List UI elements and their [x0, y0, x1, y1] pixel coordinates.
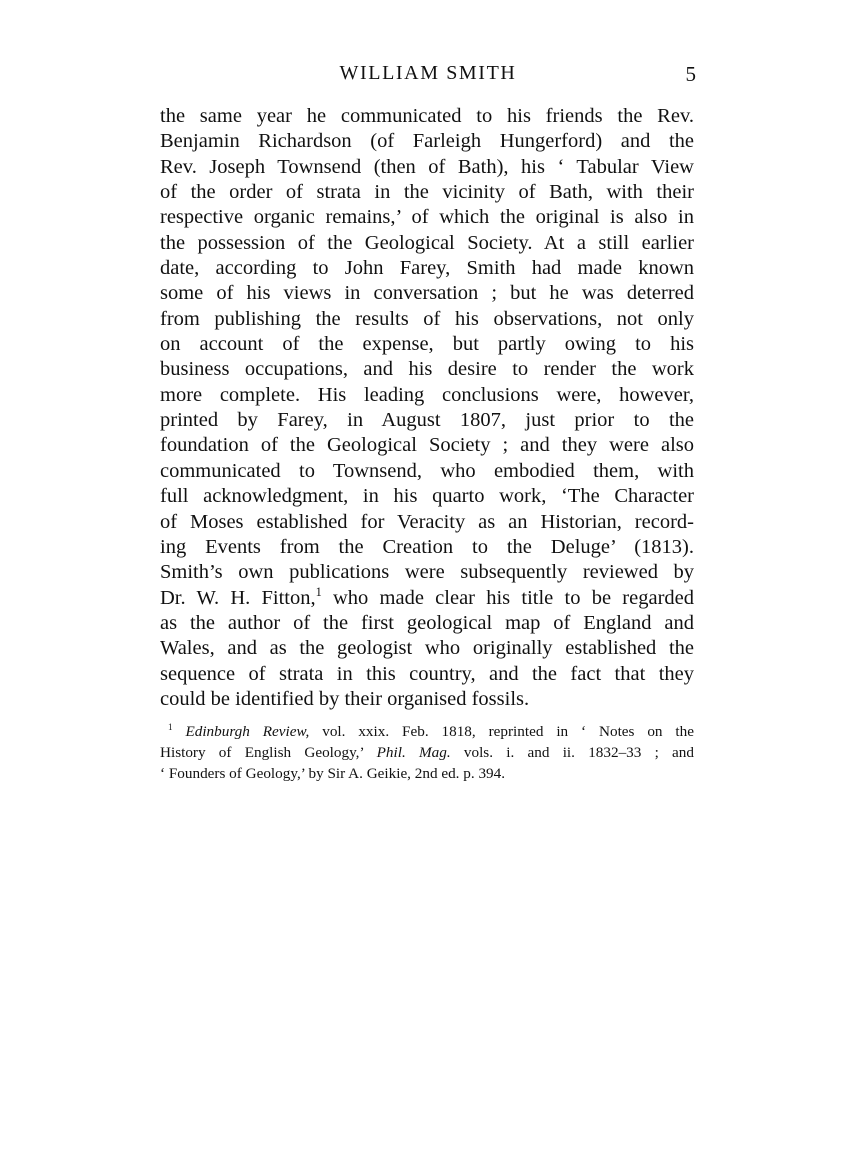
text-line: Smith’s own publications were subsequently reviewed by [160, 561, 694, 584]
text-line: printed by Farey, in August 1807, just prior to the [160, 409, 694, 432]
text-line: some of his views in conversation ; but he was deterred [160, 282, 694, 305]
text-line-with-footnote-reference [160, 586, 694, 611]
text-line: the possession of the Geological Society. At a still earlier [160, 231, 694, 254]
footnote-line [160, 721, 694, 742]
footnote-text: History of English Geology,’ [160, 744, 377, 761]
text-line: Rev. Joseph Townsend (then of Bath), his ‘ Tabular View [160, 155, 694, 178]
text-line: full acknowledgment, in his quarto work, ‘The Character [160, 485, 694, 508]
journal-title: Edinburgh Review, [185, 723, 310, 740]
page-number: 5 [685, 62, 696, 86]
text-line: more complete. His leading conclusions were, however, [160, 383, 694, 406]
text-line: of Moses established for Veracity as an Historian, record- [160, 510, 694, 533]
text-line: sequence of strata in this country, and the fact that they [160, 662, 694, 685]
text-line: Wales, and as the geologist who originally established the [160, 637, 694, 660]
footnote-line: ‘ Founders of Geology,’ by Sir A. Geikie, 2nd ed. p. 394. [160, 765, 506, 782]
text-line: date, according to John Farey, Smith had made known [160, 257, 694, 280]
text-line: from publishing the results of his observations, not only [160, 307, 694, 330]
text-line: communicated to Townsend, who embodied them, with [160, 459, 694, 482]
footnote-reference: 1 [315, 584, 322, 599]
line-text: Dr. W. H. Fitton, [160, 586, 316, 609]
text-line: Benjamin Richardson (of Farleigh Hungerford) and the [160, 130, 694, 153]
line-text: who made clear his title to be regarded [321, 586, 694, 609]
text-line: the same year he communicated to his friends the Rev. [160, 105, 694, 127]
text-line: of the order of strata in the vicinity of Bath, with their [160, 181, 694, 204]
running-title: WILLIAM SMITH [339, 62, 517, 84]
footnote-text: vols. i. and ii. 1832–33 ; and [450, 744, 694, 761]
footnote-text: vol. xxix. Feb. 1818, reprinted in ‘ Notes on the [309, 723, 694, 740]
text-line: foundation of the Geological Society ; and they were also [160, 434, 694, 457]
text-line: business occupations, and his desire to render the work [160, 358, 694, 381]
text-line: ing Events from the Creation to the Deluge’ (1813). [160, 535, 694, 558]
body-paragraph [160, 104, 694, 712]
footnote-line [160, 742, 694, 763]
footnote-marker: 1 [168, 721, 173, 732]
text-line: on account of the expense, but partly owing to his [160, 333, 694, 356]
text-line: as the author of the first geological map of England and [160, 611, 694, 634]
text-line: respective organic remains,’ of which the original is also in [160, 206, 694, 229]
text-line: could be identified by their organised fossils. [160, 687, 530, 710]
journal-title: Phil. Mag. [376, 744, 451, 761]
running-head [160, 62, 696, 92]
footnote [160, 721, 694, 784]
